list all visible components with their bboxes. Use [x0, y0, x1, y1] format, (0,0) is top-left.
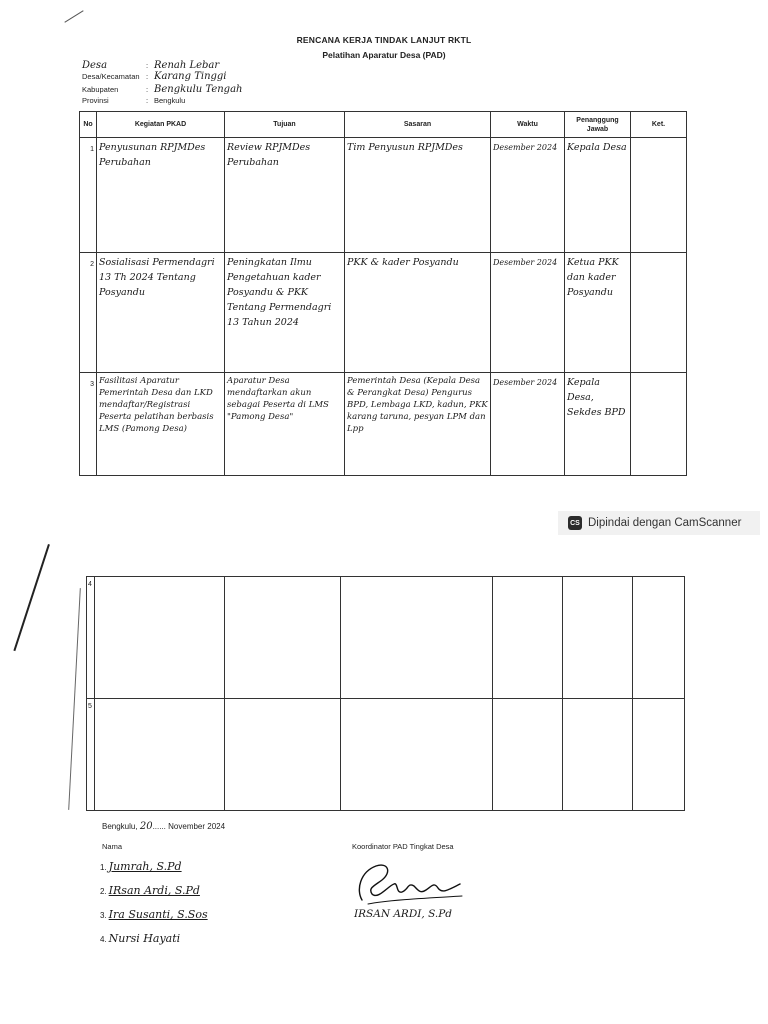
- column-header-kegiatan: Kegiatan PKAD: [97, 112, 225, 138]
- info-label: Kabupaten: [82, 85, 119, 94]
- rktl-table: [79, 111, 687, 476]
- cell-sasaran: [341, 699, 493, 811]
- cell-ket: [633, 577, 685, 699]
- cell-kegiatan: Penyusunan RPJMDes Perubahan: [97, 138, 225, 253]
- cell-waktu: Desember 2024: [491, 138, 565, 253]
- info-value: Karang Tinggi: [154, 71, 227, 82]
- cell-penanggung-jawab: [563, 577, 633, 699]
- document-title: RENCANA KERJA TINDAK LANJUT RKTL: [296, 35, 472, 45]
- list-item: [100, 884, 208, 908]
- camscanner-icon: CS: [568, 516, 582, 530]
- info-label: Desa/Kecamatan: [82, 72, 140, 81]
- coordinator-signature: [348, 860, 468, 912]
- info-value: Bengkulu Tengah: [154, 84, 243, 95]
- paper-edge-line: [13, 544, 50, 651]
- cell-no: 2: [80, 253, 97, 373]
- paper-edge-shadow: [68, 588, 81, 810]
- scan-scratch-mark: [64, 10, 83, 23]
- cell-tujuan: [225, 699, 341, 811]
- cell-waktu: Desember 2024: [491, 373, 565, 476]
- cell-sasaran: Tim Penyusun RPJMDes: [345, 138, 491, 253]
- cell-penanggung-jawab: [563, 699, 633, 811]
- cell-kegiatan: Sosialisasi Permendagri 13 Th 2024 Tentang Posyandu: [97, 253, 225, 373]
- cell-penanggung-jawab: Kepala Desa: [565, 138, 631, 253]
- scan-page-2: [0, 540, 768, 1024]
- cell-no: 5: [87, 699, 95, 811]
- cell-no: 4: [87, 577, 95, 699]
- cell-no: 1: [80, 138, 97, 253]
- rktl-table-continuation: [86, 576, 685, 811]
- cell-sasaran: PKK & kader Posyandu: [345, 253, 491, 373]
- name-number: 2.: [100, 887, 107, 896]
- cell-waktu: [493, 577, 563, 699]
- cell-tujuan: Peningkatan Ilmu Pengetahuan kader Posyandu & PKK Tentang Permendagri 13 Tahun 2024: [225, 253, 345, 373]
- cell-no: 3: [80, 373, 97, 476]
- participant-name: Ira Susanti, S.Sos: [108, 908, 208, 921]
- participant-name: Jumrah, S.Pd: [108, 860, 182, 873]
- participant-names: [100, 860, 208, 956]
- info-provinsi: Provinsi : Bengkulu: [82, 96, 186, 105]
- info-desa: Desa : Renah Lebar: [82, 60, 220, 71]
- info-kecamatan: Desa/Kecamatan : Karang Tinggi: [82, 71, 227, 82]
- column-header-penanggung-jawab: Penanggung Jawab: [565, 112, 631, 138]
- cell-ket: [633, 699, 685, 811]
- participant-name: Nursi Hayati: [108, 932, 181, 945]
- cell-ket: [631, 253, 687, 373]
- place: Bengkulu,: [102, 822, 138, 831]
- info-value: Bengkulu: [154, 96, 186, 105]
- cell-ket: [631, 373, 687, 476]
- info-kabupaten: Kabupaten : Bengkulu Tengah: [82, 84, 243, 95]
- info-label: Provinsi: [82, 96, 109, 105]
- table-row: [80, 253, 687, 373]
- table-row: [80, 138, 687, 253]
- table-row: [87, 699, 685, 811]
- document-subtitle: Pelatihan Aparatur Desa (PAD): [322, 50, 446, 60]
- cell-ket: [631, 138, 687, 253]
- participant-name: IRsan Ardi, S.Pd: [108, 884, 200, 897]
- table-row: [80, 373, 687, 476]
- table-row: [87, 577, 685, 699]
- koordinator-label: Koordinator PAD Tingkat Desa: [352, 842, 454, 851]
- info-value: Renah Lebar: [154, 60, 220, 71]
- column-header-ket: Ket.: [631, 112, 687, 138]
- table-header-row: [80, 112, 687, 138]
- column-header-tujuan: Tujuan: [225, 112, 345, 138]
- camscanner-text: Dipindai dengan CamScanner: [588, 517, 742, 529]
- column-header-no: No: [80, 112, 97, 138]
- info-label: Desa: [82, 60, 108, 71]
- cell-penanggung-jawab: Kepala Desa, Sekdes BPD: [565, 373, 631, 476]
- cell-waktu: Desember 2024: [491, 253, 565, 373]
- camscanner-badge: [558, 511, 760, 535]
- list-item: [100, 908, 208, 932]
- column-header-waktu: Waktu: [491, 112, 565, 138]
- cell-tujuan: Aparatur Desa mendaftarkan akun sebagai Peserta di LMS "Pamong Desa": [225, 373, 345, 476]
- cell-sasaran: [341, 577, 493, 699]
- name-number: 4.: [100, 935, 107, 944]
- place-date: [102, 821, 225, 832]
- date-dots: ......: [152, 822, 166, 831]
- cell-kegiatan: [95, 699, 225, 811]
- name-number: 1.: [100, 863, 107, 872]
- date-month-year: November 2024: [168, 822, 226, 831]
- cell-kegiatan: Fasilitasi Aparatur Pemerintah Desa dan LKD mendaftar/Registrasi Peserta pelatihan berbasis LMS (Pamong Desa): [97, 373, 225, 476]
- cell-penanggung-jawab: Ketua PKK dan kader Posyandu: [565, 253, 631, 373]
- cell-waktu: [493, 699, 563, 811]
- signer-name: IRSAN ARDI, S.Pd: [354, 908, 453, 920]
- nama-label: Nama: [102, 842, 123, 851]
- list-item: [100, 932, 208, 956]
- cell-tujuan: [225, 577, 341, 699]
- list-item: [100, 860, 208, 884]
- cell-kegiatan: [95, 577, 225, 699]
- name-number: 3.: [100, 911, 107, 920]
- column-header-sasaran: Sasaran: [345, 112, 491, 138]
- cell-sasaran: Pemerintah Desa (Kepala Desa & Perangkat Desa) Pengurus BPD, Lembaga LKD, kadun, PKK karang taruna, pesyan LPM dan Lpp: [345, 373, 491, 476]
- date-day: 20: [139, 821, 153, 832]
- cell-tujuan: Review RPJMDes Perubahan: [225, 138, 345, 253]
